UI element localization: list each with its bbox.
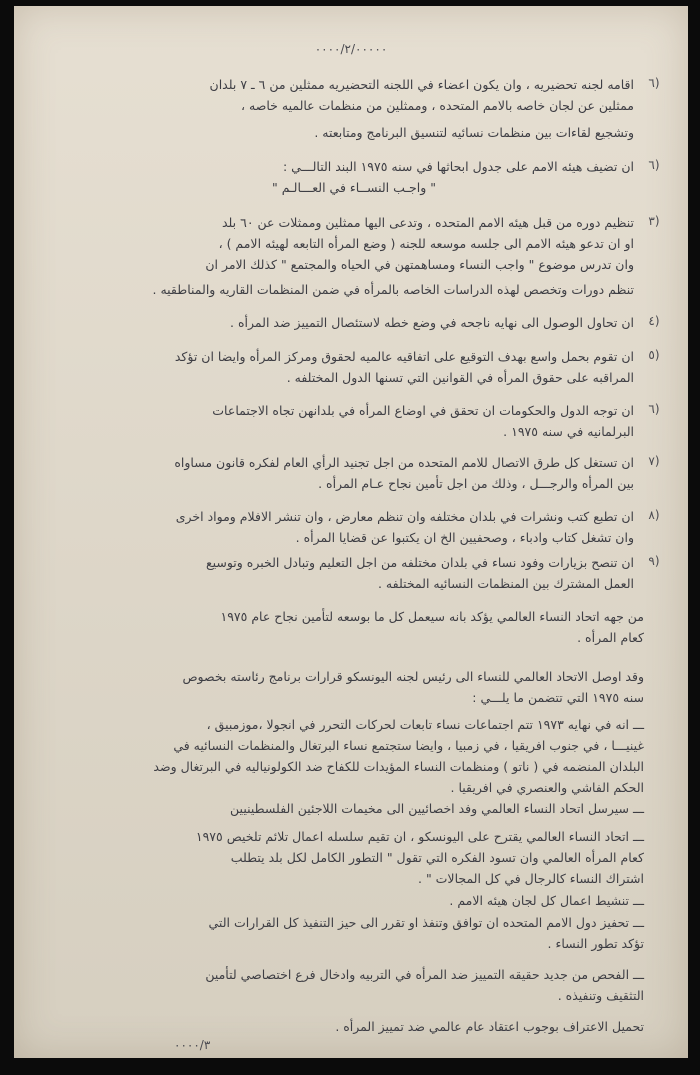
text-line: سنه ١٩٧٥ التي تتضمن ما يلـــي :: [472, 690, 644, 705]
text-line: البرلمانيه في سنه ١٩٧٥ .: [503, 424, 634, 439]
paragraph: [64, 714, 644, 798]
list-item: [74, 506, 674, 548]
document-body: [14, 6, 688, 1058]
text-line: ـــ اتحاد النساء العالمي يقترح على اليونسكو ، ان تقيم سلسله اعمال تلائم تلخيص ١٩٧٥: [195, 829, 644, 844]
text-line: وتشجيع لقاءات بين منظمات نسائيه لتنسيق البرنامج ومتابعته .: [314, 125, 634, 140]
item-number: ٣): [648, 214, 660, 228]
text-line: وقد اوصل الاتحاد العالمي للنساء الى رئيس لجنه اليونسكو قرارات برنامج رئاسته بخصوص: [182, 669, 644, 684]
item-number: ٦): [648, 402, 660, 416]
list-item: [74, 400, 674, 442]
text-line: ـــ انه في نهايه ١٩٧٣ تتم اجتماعات نساء تابعات لحركات التحرر في انجولا ،موزمبيق ،: [206, 717, 644, 732]
page-reference-header: ٠٠٠٠/٢/٠٠٠٠٠: [314, 42, 388, 56]
item-number: ٤): [648, 314, 660, 328]
paragraph: [64, 890, 644, 911]
text-line: من جهه اتحاد النساء العالمي يؤكد بانه سيعمل كل ما بوسعه لتأمين نجاح عام ١٩٧٥: [220, 609, 644, 624]
paragraph: [64, 826, 644, 889]
text-line: اشتراك النساء كالرجال في كل المجالات " .: [418, 871, 644, 886]
text-line: ان توجه الدول والحكومات ان تحقق في اوضاع المرأه في بلدانهن تجاه الاجتماعات: [212, 403, 634, 418]
text-line: العمل المشترك بين المنظمات النسائيه المختلفه .: [377, 576, 634, 591]
paragraph: [64, 666, 644, 708]
page-reference-footer: ٠٠٠٠/٣: [174, 1038, 211, 1052]
item-number: ٦): [648, 158, 660, 172]
item-number: ٩): [648, 554, 660, 568]
text-line: ـــ سيرسل اتحاد النساء العالمي وفد اخصائيين الى مخيمات اللاجئين الفلسطينيين: [230, 801, 644, 816]
item-number: ٥): [648, 348, 660, 362]
paragraph: [64, 964, 644, 1006]
list-item: [74, 156, 674, 198]
item-number: ٨): [648, 508, 660, 522]
text-line: ان تستغل كل طرق الاتصال للامم المتحده من اجل تجنيد الرأي العام لفكره قانون مساواه: [174, 455, 634, 470]
text-line: البلدان المنضمه في ( ناتو ) ومنظمات النساء المؤيدات للكفاح ضد الكولونياليه في البرتغال وضد: [153, 759, 644, 774]
text-line: ان تنصح بزيارات وفود نساء في بلدان مختلفه من اجل التعليم وتبادل الخبره وتوسيع: [205, 555, 634, 570]
text-line: كعام المرأه العالمي وان تسود الفكره التي تقول " التطور الكامل لكل بلد يتطلب: [230, 850, 644, 865]
paragraph: [64, 798, 644, 819]
paragraph: [64, 912, 644, 954]
text-line: او ان تدعو هيئه الامم الى جلسه موسعه للجنه ( وضع المرأه التابعه لهيئه الامم ) ،: [218, 236, 634, 251]
list-item: [74, 452, 674, 494]
item-number: ٦): [648, 76, 660, 90]
text-line: التثقيف وتنفيذه .: [557, 988, 644, 1003]
text-line: " واجـب النســاء في العـــالـم ": [271, 180, 437, 195]
text-line: ـــ الفحص من جديد حقيقه التمييز ضد المرأه في التربيه وادخال فرع اختصاصي لتأمين: [205, 967, 644, 982]
text-line: ان تقوم بحمل واسع بهدف التوقيع على اتفاقيه عالميه لحقوق ومركز المرأه وايضا ان تؤكد: [174, 349, 634, 364]
paragraph: [64, 1016, 644, 1037]
text-line: ان تطبع كتب ونشرات في بلدان مختلفه وان تنظم معارض ، وان تنشر الافلام ومواد اخرى: [175, 509, 634, 524]
text-line: تنظم دورات وتخصص لهذه الدراسات الخاصه بالمرأه في ضمن المنظمات القاريه والمناطقيه .: [152, 282, 634, 297]
text-line: ـــ تنشيط اعمال كل لجان هيئه الامم .: [449, 893, 644, 908]
document-page: [14, 6, 688, 1058]
list-item: [74, 212, 674, 300]
list-item: [74, 312, 674, 333]
text-line: بين المرأه والرجـــل ، وذلك من اجل تأمين نجاح عـام المرأه .: [318, 476, 634, 491]
text-line: ان تضيف هيئه الامم على جدول ابحاثها في سنه ١٩٧٥ البند التالـــي :: [282, 159, 634, 174]
text-line: غينيـــا ، في جنوب افريقيا ، في زمبيا ، وايضا ستجتمع نساء البرتغال والمنظمات النسائيه في: [173, 738, 644, 753]
text-line: تحميل الاعتراف بوجوب اعتقاد عام عالمي ضد تمييز المرأه .: [335, 1019, 644, 1034]
list-item: [74, 74, 674, 143]
list-item: [74, 552, 674, 594]
text-line: ان تحاول الوصول الى نهايه ناجحه في وضع خطه لاستئصال التمييز ضد المرأه .: [230, 315, 634, 330]
text-line: كعام المرأه .: [577, 630, 644, 645]
item-number: ٧): [648, 454, 660, 468]
text-line: اقامه لجنه تحضيريه ، وان يكون اعضاء في اللجنه التحضيريه ممثلين من ٦ ـ ٧ بلدان: [209, 77, 634, 92]
list-item: [74, 346, 674, 388]
text-line: تنظيم دوره من قبل هيئه الامم المتحده ، وتدعى اليها ممثلين وممثلات عن ٦٠ بلد: [221, 215, 634, 230]
text-line: الحكم الفاشي والعنصري في افريقيا .: [450, 780, 644, 795]
text-line: تؤكد تطور النساء .: [547, 936, 644, 951]
text-line: وان تدرس موضوع " واجب النساء ومساهمتهن في الحياه والمجتمع " كذلك الامر ان: [205, 257, 634, 272]
text-line: ـــ تحفيز دول الامم المتحده ان توافق وتنفذ او تقرر الى حيز التنفيذ كل القرارات التي: [208, 915, 644, 930]
paragraph: [64, 606, 644, 648]
text-line: وان تشغل كتاب وادباء ، وصحفيين الخ ان يكتبوا عن قضايا المرأه .: [295, 530, 634, 545]
text-line: المراقبه على حقوق المرأه في القوانين التي تسنها الدول المختلفه .: [286, 370, 634, 385]
text-line: ممثلين عن لجان خاصه بالامم المتحده ، وممثلين من منظمات عالميه خاصه ،: [241, 98, 634, 113]
